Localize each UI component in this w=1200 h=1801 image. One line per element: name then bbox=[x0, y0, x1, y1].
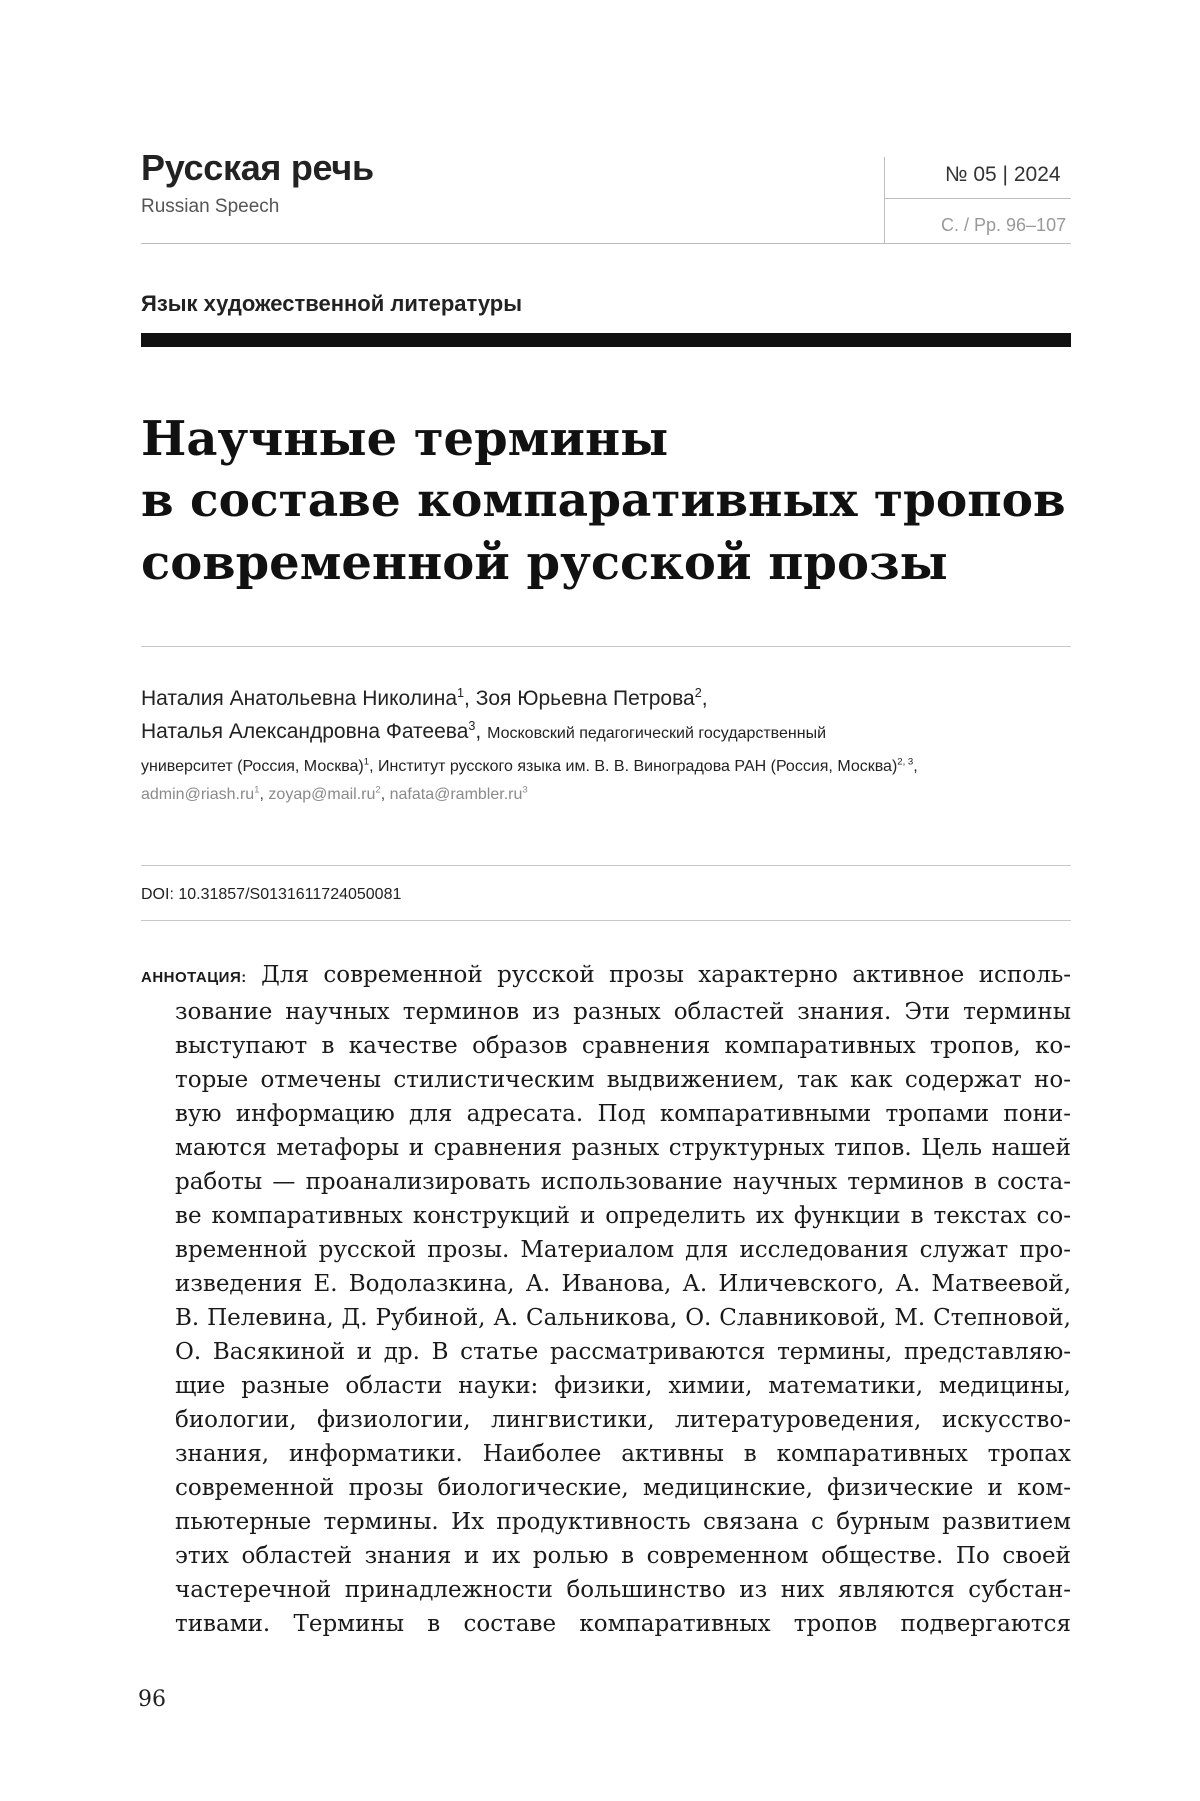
author-affil-mark: 2 bbox=[694, 686, 702, 700]
abstract-line: АННОТАЦИЯ: Для современной русской прозы характерно активное исполь- bbox=[141, 962, 1071, 988]
journal-name: Русская речь bbox=[141, 147, 374, 188]
abstract-line: торые отмечены стилистическим выдвижением, так как содержат но- bbox=[175, 1067, 1071, 1093]
doi-top-rule bbox=[141, 865, 1071, 866]
abstract-line: биологии, физиологии, лингвистики, литературоведения, искусство- bbox=[175, 1407, 1071, 1433]
journal-name-english: Russian Speech bbox=[141, 196, 280, 217]
issue-divider bbox=[885, 198, 1071, 199]
abstract-line: вую информацию для адресата. Под компаративными тропами пони- bbox=[175, 1101, 1071, 1127]
abstract-line: В. Пелевина, Д. Рубиной, А. Сальникова, О. Славниковой, М. Степновой, bbox=[175, 1305, 1071, 1331]
affiliation-text: университет (Россия, Москва) bbox=[141, 758, 364, 775]
authors-block: Наталия Анатольевна Николина$^1$, Зоя Юрьевна Петрова$^2$, Наталья Александровна Фатеева$^3$, Московский педагогический государственный bbox=[141, 686, 826, 743]
abstract-line: знания, информатики. Наиболее активны в компаративных тропах bbox=[175, 1441, 1071, 1467]
author-emails: $admin@riash.ru^1$, $zoyap@mail.ru^2$, $nafata@rambler.ru^3$ bbox=[141, 784, 528, 803]
affil-mark: 2, 3 bbox=[897, 756, 914, 768]
abstract-line: пьютерные термины. Их продуктивность связана с бурным развитием bbox=[175, 1509, 1071, 1535]
abstract-line: тивами. Термины в составе компаративных тропов подвергаются bbox=[175, 1611, 1071, 1637]
author-name: Наталия Анатольевна Николина bbox=[141, 687, 457, 710]
abstract-line: маются метафоры и сравнения разных структурных типов. Цель нашей bbox=[175, 1135, 1071, 1161]
abstract-line: этих областей знания и их ролью в современном обществе. По своей bbox=[175, 1543, 1071, 1569]
title-line: Научные термины bbox=[141, 411, 669, 467]
author-affil-mark: 1 bbox=[457, 686, 465, 700]
title-line: в составе компаративных тропов bbox=[141, 473, 1066, 528]
doi-bottom-rule bbox=[141, 920, 1071, 921]
header-vertical-divider bbox=[884, 157, 885, 244]
author-affil-mark: 3 bbox=[468, 719, 476, 733]
abstract-line: изведения Е. Водолазкина, А. Иванова, А. Иличевского, А. Матвеевой, bbox=[175, 1271, 1071, 1297]
abstract-line: ве компаративных конструкций и определить их функции в текстах со- bbox=[175, 1203, 1071, 1229]
author-name: Наталья Александровна Фатеева bbox=[141, 720, 469, 743]
header-rule bbox=[141, 243, 1071, 244]
abstract-line: О. Васякиной и др. В статье рассматриваются термины, представляю- bbox=[175, 1339, 1071, 1365]
abstract-line: зование научных терминов из разных областей знания. Эти термины bbox=[175, 999, 1071, 1025]
author-name: Зоя Юрьевна Петрова bbox=[475, 687, 695, 710]
affil-mark: 1 bbox=[363, 756, 370, 768]
abstract-line: щие разные области науки: физики, химии, математики, медицины, bbox=[175, 1373, 1071, 1399]
abstract-line: частеречной принадлежности большинство из них являются субстан- bbox=[175, 1577, 1071, 1603]
affiliation-text: Московский педагогический государственный bbox=[487, 725, 826, 742]
abstract-line: работы — проанализировать использование научных терминов в соста- bbox=[175, 1169, 1071, 1195]
affiliations: университет (Россия, Москва)$^1$, Институт русского языка им. В. В. Виноградова РАН (Россия, Москва)$^{2, 3}$, bbox=[141, 756, 918, 775]
section-rubric: Язык художественной литературы bbox=[141, 291, 523, 316]
article-title bbox=[141, 408, 1071, 594]
section-thick-rule bbox=[141, 333, 1071, 347]
email-link[interactable]: zoyap@mail.ru bbox=[268, 786, 376, 803]
email-mark: 1 bbox=[254, 784, 260, 796]
title-rule bbox=[141, 646, 1071, 647]
page-number: 96 bbox=[138, 1687, 166, 1712]
abstract-line: современной прозы биологические, медицинские, физические и ком- bbox=[175, 1475, 1071, 1501]
abstract bbox=[141, 958, 1071, 1641]
abstract-line: временной русской прозы. Материалом для исследования служат про- bbox=[175, 1237, 1071, 1263]
abstract-label: АННОТАЦИЯ: bbox=[141, 969, 247, 986]
issue-number: № 05 | 2024 bbox=[945, 163, 1061, 186]
email-link[interactable]: nafata@rambler.ru bbox=[389, 786, 523, 803]
abstract-line: выступают в качестве образов сравнения компаративных тропов, ко- bbox=[175, 1033, 1071, 1059]
doi[interactable]: DOI: 10.31857/S0131611724050081 bbox=[141, 886, 402, 903]
email-mark: 3 bbox=[522, 784, 528, 796]
affiliation-text: Институт русского языка им. В. В. Виноградова РАН (Россия, Москва) bbox=[378, 758, 898, 775]
page-range: С. / Pp. 96–107 bbox=[941, 215, 1067, 235]
email-mark: 2 bbox=[375, 784, 381, 796]
title-line: современной русской прозы bbox=[141, 535, 948, 591]
email-link[interactable]: admin@riash.ru bbox=[141, 786, 255, 803]
